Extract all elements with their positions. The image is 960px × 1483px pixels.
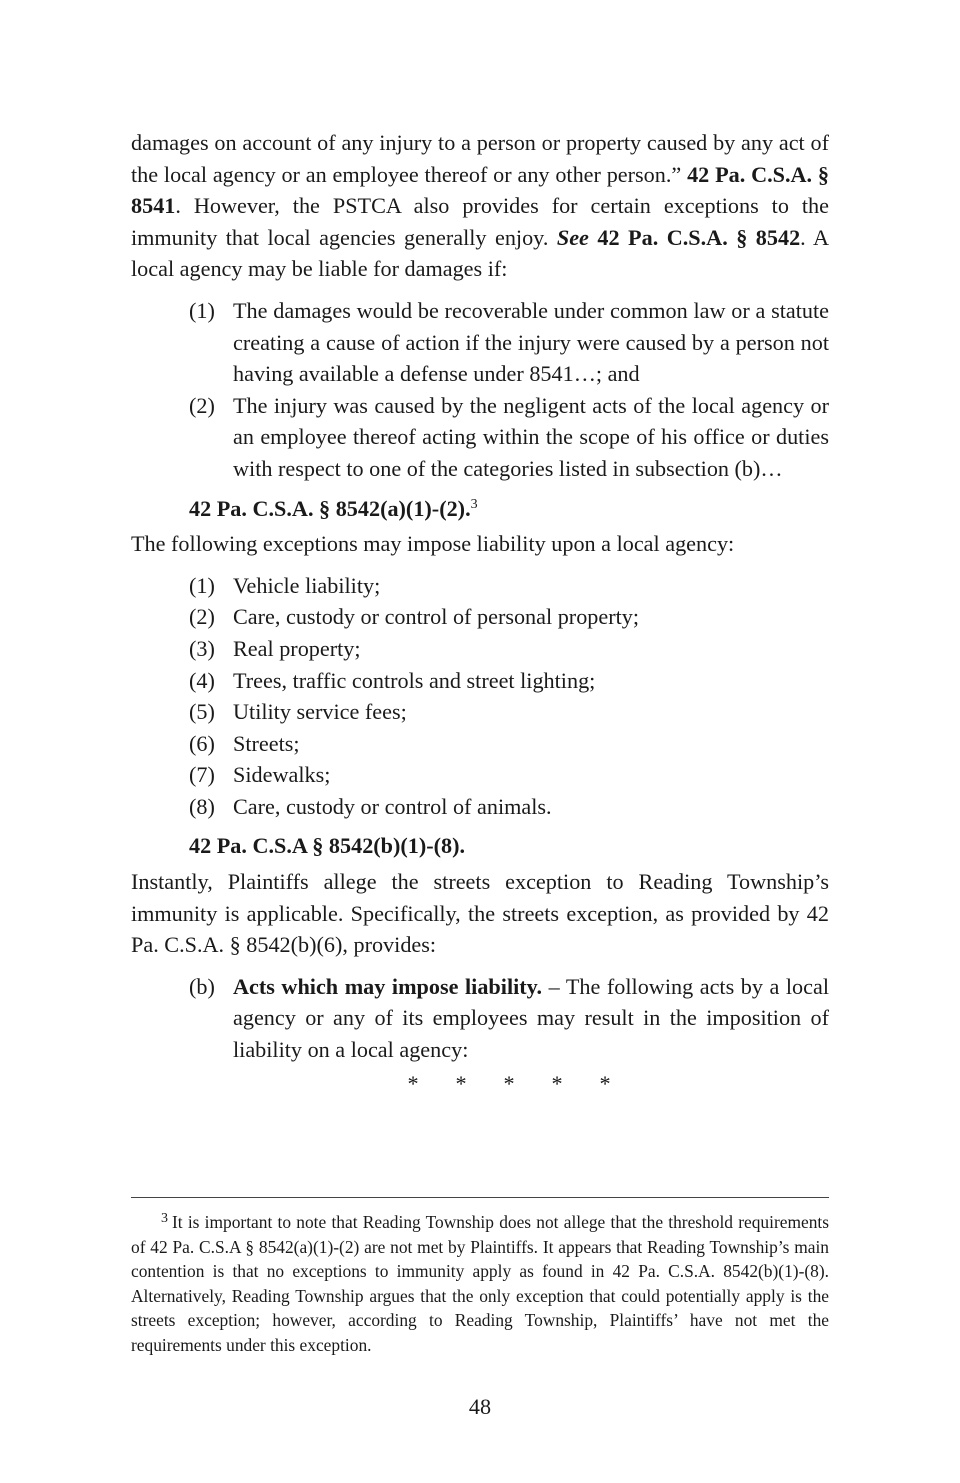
citation-8542: 42 Pa. C.S.A. § 8542 — [597, 224, 801, 250]
see-signal: See — [556, 224, 589, 250]
list-item: (b) Acts which may impose liability. – The following acts by a local agency or any of its employees may result in the imposition of liability on a local agency: — [189, 973, 829, 1063]
footnote-divider — [131, 1197, 829, 1198]
list-item: (2) The injury was caused by the negligent acts of the local agency or an employee thereof acting within the scope of his office or duties with respect to one of the categories listed in subsection (b)… — [189, 392, 829, 481]
intro-paragraph: damages on account of any injury to a person or property caused by any act of the local agency or an employee thereof or any other person.” 42 Pa. C.S.A. § 8541. However, the PSTCA also provides for certain exceptions to the immunity that local agencies generally enjoy. See 42 Pa. C.S.A. § 8542. A local agency may be liable for damages if: — [131, 130, 829, 282]
list-item: (3) Real property; — [189, 635, 361, 661]
exceptions-intro: The following exceptions may impose liability upon a local agency: — [131, 531, 735, 557]
list-item: (1) The damages would be recoverable under common law or a statute creating a cause of action if the injury were caused by a person not having available a defense under 8541…; and — [189, 297, 829, 387]
citation-8542a: 42 Pa. C.S.A. § 8542(a)(1)-(2).$^3$ — [189, 495, 478, 521]
ellipsis-stars: * * * * * — [407, 1070, 611, 1096]
list-item: (6) Streets; — [189, 730, 300, 756]
citation-8541: 42 Pa. C.S.A. § 8541 — [131, 161, 829, 219]
citation-8542b: 42 Pa. C.S.A § 8542(b)(1)-(8). — [189, 833, 466, 859]
footnote-text: It is important to note that Reading Township does not allege that the threshold requirements of 42 Pa. C.S.A § 8542(a)(1)-(2) are not met by Plaintiffs. It appears that Reading Township’s main contention is that no exceptions to immunity apply as found in 42 Pa. C.S.A. 8542(b)(1)-(8). Alternatively, Reading Township argues that the only exception that could potentially apply is the streets exception; however, according to Reading Township, Plaintiffs’ have not met the requirements under this exception. — [131, 1212, 829, 1355]
list-item: (2) Care, custody or control of personal property; — [189, 604, 640, 630]
list-item: (4) Trees, traffic controls and street lighting; — [189, 667, 596, 693]
page-body — [131, 127, 829, 1099]
quoted-statute-list — [189, 295, 829, 485]
list-item: (5) Utility service fees; — [189, 699, 407, 725]
list-item: (7) Sidewalks; — [189, 762, 331, 788]
list-item: (1) Vehicle liability; — [189, 572, 381, 598]
page-number: 48 — [468, 1394, 492, 1419]
footnote-number: 3 — [161, 1211, 168, 1226]
list-item: (8) Care, custody or control of animals. — [189, 793, 552, 819]
footnote-ref[interactable]: 3 — [470, 496, 478, 512]
exceptions-list — [189, 570, 829, 823]
footnote — [131, 1210, 829, 1358]
quoted-subsection-b — [189, 971, 829, 1066]
instantly-paragraph: Instantly, Plaintiffs allege the streets exception to Reading Township’s immunity is applicable. Specifically, the streets exception, as provided by 42 Pa. C.S.A. § 8542(b)(6), provides: — [131, 869, 829, 958]
subsection-heading: Acts which may impose liability. — [233, 973, 543, 999]
